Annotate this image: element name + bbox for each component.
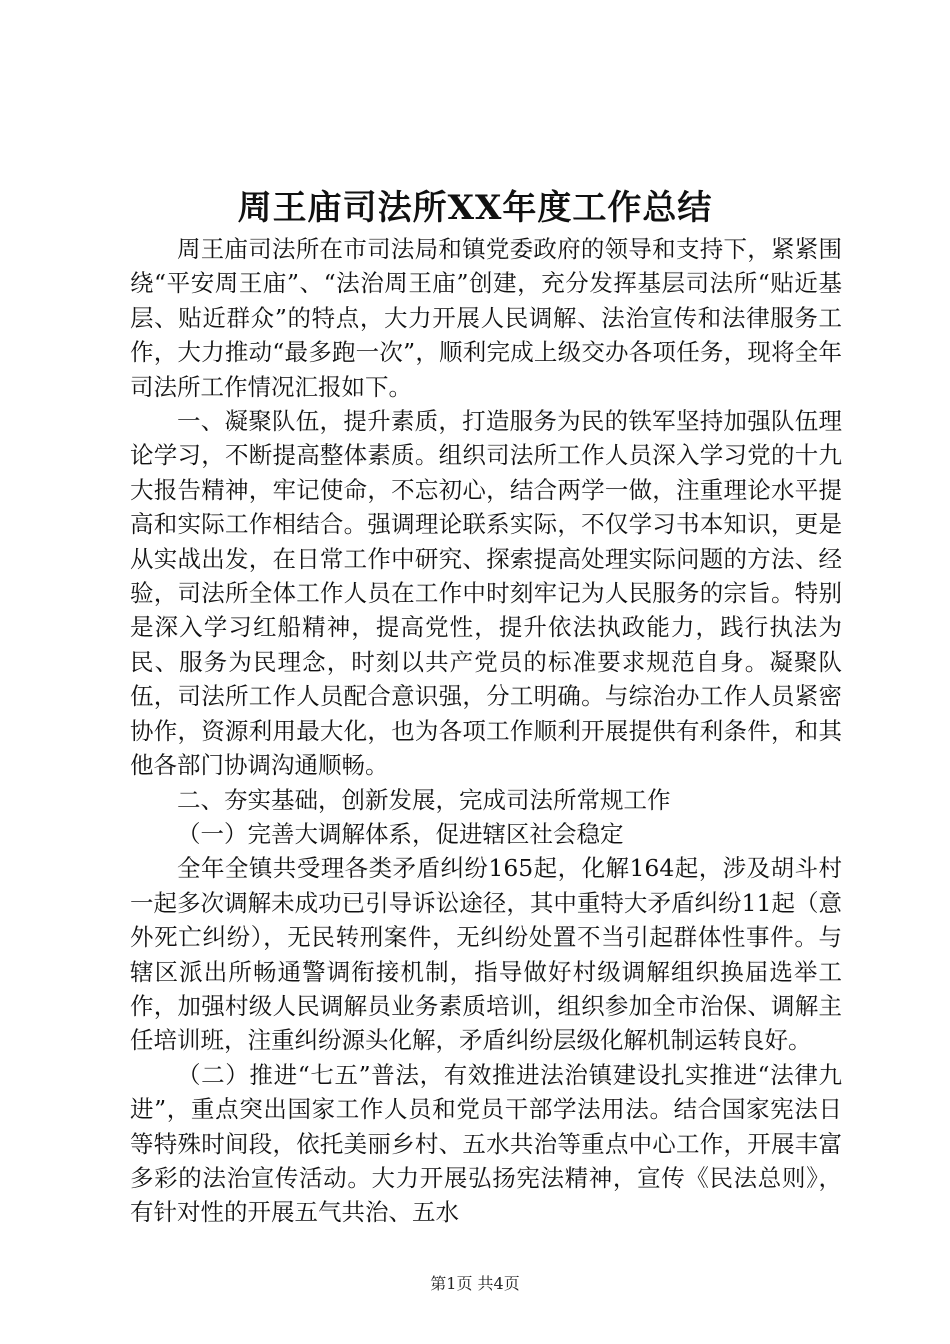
section-two-heading: 二、夯实基础，创新发展，完成司法所常规工作	[177, 785, 671, 814]
subsection-one-heading: （一）完善大调解体系，促进辖区社会稳定	[177, 819, 624, 848]
section-one-paragraph: 一、凝聚队伍，提升素质，打造服务为民的铁军坚持加强队伍理论学习，不断提高整体素质。组织司法所工作人员深入学习党的十九大报告精神，牢记使命，不忘初心，结合两学一做，注重理论水平提高和实际工作相结合。强调理论联系实际，不仅学习书本知识，更是从实战出发，在日常工作中研究、探索提高处理实际问题的方法、经验，司法所全体工作人员在工作中时刻牢记为人民服务的宗旨。特别是深入学习红船精神，提高党性，提升依法执政能力，践行执法为民、服务为民理念，时刻以共产党员的标准要求规范自身。凝聚队伍，司法所工作人员配合意识强，分工明确。与综治办工作人员紧密协作，资源利用最大化，也为各项工作顺利开展提供有利条件，和其他各部门协调沟通顺畅。	[130, 407, 842, 780]
subsection-two-paragraph: （二）推进“七五”普法，有效推进法治镇建设扎实推进“法律九进”，重点突出国家工作人员和党员干部学法用法。结合国家宪法日等特殊时间段，依托美丽乡村、五水共治等重点中心工作，开展丰富多彩的法治宣传活动。大力开展弘扬宪法精神，宣传《民法总则》，有针对性的开展五气共治、五水	[130, 1060, 842, 1227]
document-title: 周王庙司法所XX年度工作总结	[237, 188, 713, 228]
subsection-one-paragraph: 全年全镇共受理各类矛盾纠纷165起，化解164起，涉及胡斗村一起多次调解未成功已引导诉讼途径，其中重特大矛盾纠纷11起（意外死亡纠纷），无民转刑案件，无纠纷处置不当引起群体性事件。与辖区派出所畅通警调衔接机制，指导做好村级调解组织换届选举工作，加强村级人民调解员业务素质培训，组织参加全市治保、调解主任培训班，注重纠纷源头化解，矛盾纠纷层级化解机制运转良好。	[130, 854, 842, 1055]
document-body	[130, 232, 842, 1230]
intro-paragraph: 周王庙司法所在市司法局和镇党委政府的领导和支持下，紧紧围绕“平安周王庙”、“法治周王庙”创建，充分发挥基层司法所“贴近基层、贴近群众”的特点，大力开展人民调解、法治宣传和法律服务工作，大力推动“最多跑一次”，顺利完成上级交办各项任务，现将全年司法所工作情况汇报如下。	[130, 235, 842, 401]
page-number: 第1页 共4页	[430, 1274, 520, 1293]
